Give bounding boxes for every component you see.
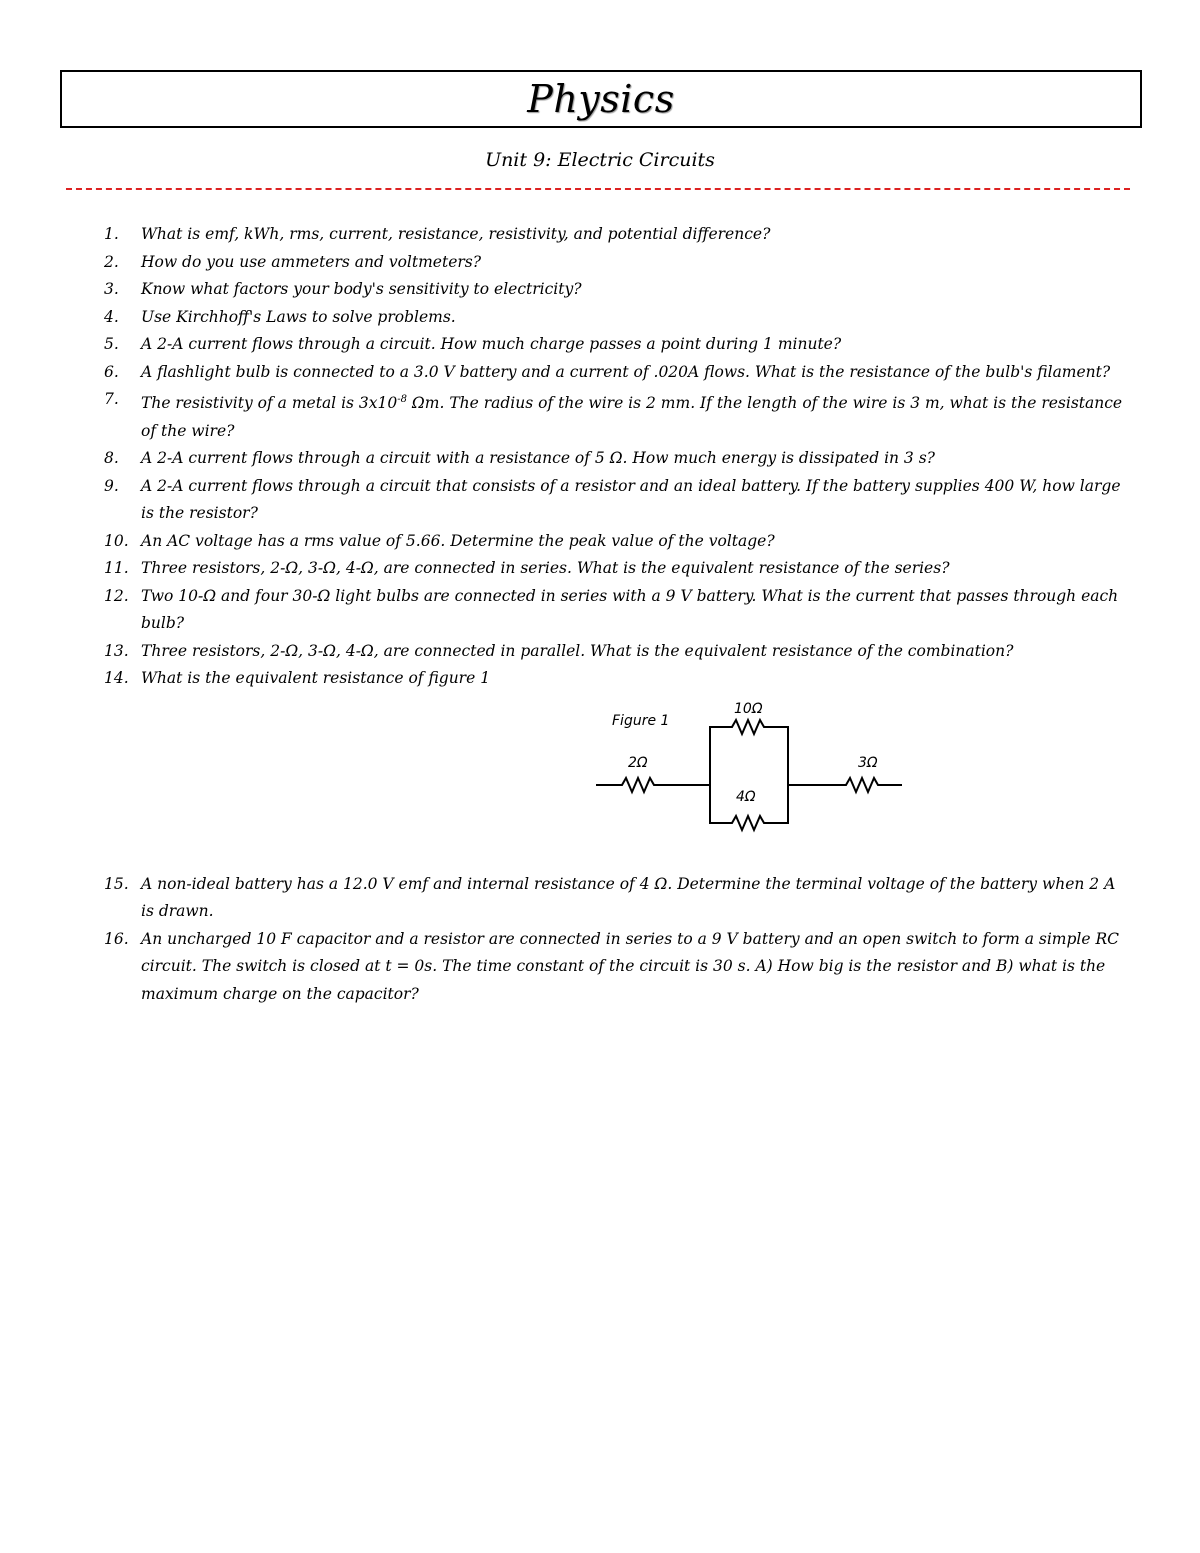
question-number: 1. (104, 225, 119, 243)
label-10ohm: 10Ω (734, 700, 763, 717)
page-subtitle: Unit 9: Electric Circuits (485, 149, 715, 171)
question-text: Use Kirchhoff's Laws to solve problems. (141, 307, 456, 326)
exponent: -8 (397, 394, 407, 405)
question-text: Three resistors, 2-Ω, 3-Ω, 4-Ω, are connected in series. What is the equivalent resistance of the series? (141, 559, 950, 578)
question-item (0, 445, 1200, 473)
question-text: An uncharged 10 F capacitor and a resistor are connected in series to a 9 V battery and an open switch to form a simple RC circuit. The switch is closed at t = 0s. The time constant of the circuit is 30 s. A) How big is the resistor and B) what is the maximum charge on the capacitor? (141, 929, 1119, 1003)
question-item (0, 473, 1200, 528)
question-text: A 2-A current flows through a circuit with a resistance of 5 Ω. How much energy is dissipated in 3 s? (141, 449, 935, 468)
question-text: A 2-A current flows through a circuit that consists of a resistor and an ideal battery. If the battery supplies 400 W, how large is the resistor? (141, 476, 1121, 523)
question-item (0, 304, 1200, 332)
title-box (60, 70, 1142, 128)
question-item (0, 276, 1200, 304)
question-number: 2. (104, 252, 119, 271)
question-number: 14. (104, 669, 129, 688)
question-item (0, 871, 1200, 926)
question-number: 11. (104, 559, 129, 578)
figure-caption: Figure 1 (612, 712, 670, 729)
resistor-10ohm (710, 720, 788, 785)
question-item (0, 528, 1200, 556)
question-text-cont: Ωm. The radius of the wire is 2 mm. If the length of the wire is 3 m, what is the resistance of the wire? (141, 394, 1123, 440)
divider (66, 188, 1130, 190)
label-3ohm: 3Ω (858, 754, 878, 771)
question-number: 5. (104, 335, 119, 353)
figure-container (0, 693, 1200, 871)
question-text: A non-ideal battery has a 12.0 V emf and internal resistance of 4 Ω. Determine the terminal voltage of the battery when 2 A is drawn. (141, 874, 1116, 921)
question-item (0, 359, 1200, 387)
question-text: The resistivity of a metal is 3x10 (141, 394, 398, 413)
question-item (0, 583, 1200, 638)
question-text: Three resistors, 2-Ω, 3-Ω, 4-Ω, are connected in parallel. What is the equivalent resistance of the combination? (141, 641, 1014, 660)
resistor-3ohm (788, 778, 902, 792)
question-text: How do you use ammeters and voltmeters? (141, 252, 482, 271)
question-text: Two 10-Ω and four 30-Ω light bulbs are connected in series with a 9 V battery. What is the current that passes through each bulb? (141, 586, 1119, 633)
question-number: 12. (104, 586, 129, 605)
resistor-2ohm (596, 778, 710, 792)
question-list (0, 221, 1200, 1008)
question-number: 7. (104, 390, 119, 408)
question-text: An AC voltage has a rms value of 5.66. Determine the peak value of the voltage? (141, 531, 775, 550)
question-item (0, 249, 1200, 277)
question-item (0, 555, 1200, 583)
question-text: What is emf, kWh, rms, current, resistance, resistivity, and potential difference? (141, 225, 771, 243)
question-number: 9. (104, 476, 119, 495)
question-number: 15. (104, 874, 129, 893)
circuit-diagram (590, 697, 910, 847)
question-number: 4. (104, 307, 119, 326)
question-number: 8. (104, 449, 119, 468)
question-item (0, 638, 1200, 666)
question-number: 6. (104, 362, 119, 381)
question-text: A 2-A current flows through a circuit. How much charge passes a point during 1 minute? (141, 335, 842, 353)
question-number: 16. (104, 929, 129, 948)
question-text: Know what factors your body's sensitivity to electricity? (141, 280, 582, 298)
question-number: 3. (104, 280, 119, 298)
question-item (0, 665, 1200, 693)
page-title: Physics (527, 77, 675, 121)
question-number: 10. (104, 531, 129, 550)
question-text: A flashlight bulb is connected to a 3.0 V battery and a current of .020A flows. What is the resistance of the bulb's filament? (141, 362, 1111, 381)
question-item (0, 386, 1200, 445)
question-item (0, 926, 1200, 1009)
label-4ohm: 4Ω (736, 788, 756, 805)
question-item (0, 331, 1200, 359)
question-number: 13. (104, 641, 129, 660)
label-2ohm: 2Ω (628, 754, 648, 771)
question-item (0, 221, 1200, 249)
question-text: What is the equivalent resistance of figure 1 (141, 669, 491, 688)
